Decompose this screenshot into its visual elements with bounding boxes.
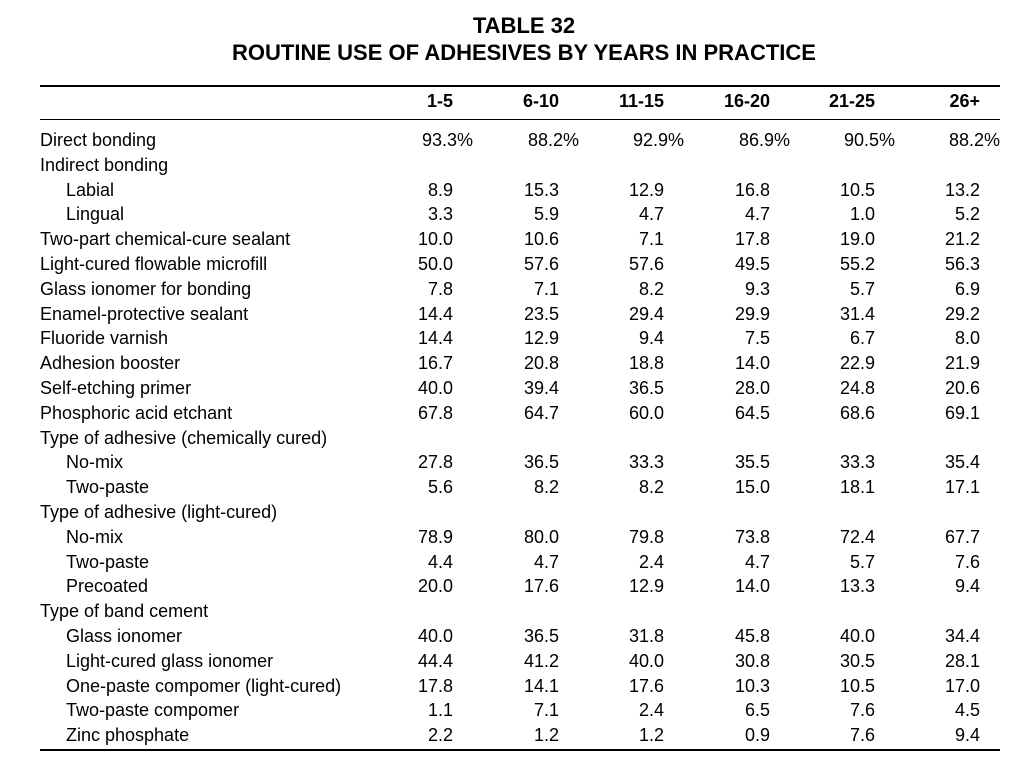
table-cell: 19.0 <box>839 229 875 250</box>
row-label: Phosphoric acid etchant <box>40 402 233 423</box>
table-cell: 1.1 <box>427 700 453 721</box>
table-row <box>0 202 1024 227</box>
table-cell: 50.0 <box>417 253 453 274</box>
table-row <box>0 450 1024 475</box>
table-cell: 55.2 <box>839 253 875 274</box>
row-label: No-mix <box>66 452 123 473</box>
table-cell: 4.7 <box>744 204 770 225</box>
table-cell: 57.6 <box>628 253 664 274</box>
row-label: Direct bonding <box>40 130 157 150</box>
table-cell: 36.5 <box>523 452 559 473</box>
table-cell: 15.0 <box>734 477 770 498</box>
table-row <box>0 227 1024 252</box>
table-cell: 90.5% <box>843 130 895 150</box>
table-cell: 40.0 <box>839 625 875 646</box>
table-row <box>0 550 1024 575</box>
table-cell: 7.6 <box>954 551 980 572</box>
table-cell: 17.8 <box>417 675 453 696</box>
table-cell: 80.0 <box>523 526 559 547</box>
table-cell: 5.9 <box>533 204 559 225</box>
table-cell: 7.6 <box>849 725 875 746</box>
table-cell: 6.7 <box>849 328 875 349</box>
table-cell: 14.0 <box>734 353 770 374</box>
table-row <box>0 674 1024 699</box>
table-cell: 17.0 <box>944 675 980 696</box>
row-label: Labial <box>66 179 115 200</box>
table-cell: 1.2 <box>533 725 559 746</box>
table-cell: 73.8 <box>734 526 770 547</box>
table-cell: 8.2 <box>638 278 664 299</box>
table-cell: 12.9 <box>628 576 664 597</box>
table-cell: 68.6 <box>839 402 875 423</box>
table-cell: 20.0 <box>417 576 453 597</box>
table-cell: 7.1 <box>533 700 559 721</box>
table-cell: 28.0 <box>734 377 770 398</box>
table-cell: 17.8 <box>734 229 770 250</box>
table-cell: 5.7 <box>849 551 875 572</box>
row-label: Two-part chemical-cure sealant <box>40 229 291 250</box>
row-label: Two-paste <box>66 477 150 498</box>
row-label: Lingual <box>66 204 125 225</box>
column-header-row <box>0 91 1024 115</box>
row-label: Zinc phosphate <box>66 725 190 746</box>
row-label: Two-paste <box>66 551 150 572</box>
table-row <box>0 401 1024 426</box>
table-row <box>0 649 1024 674</box>
table-cell: 2.2 <box>427 725 453 746</box>
table-cell: 33.3 <box>628 452 664 473</box>
table-cell: 6.9 <box>954 278 980 299</box>
table-cell: 4.7 <box>744 551 770 572</box>
table-row <box>0 500 1024 525</box>
table-cell: 40.0 <box>628 650 664 671</box>
table-cell: 88.2% <box>527 130 579 150</box>
table-cell: 45.8 <box>734 625 770 646</box>
table-cell: 8.2 <box>533 477 559 498</box>
table-cell: 88.2% <box>948 130 1000 150</box>
table-cell: 13.3 <box>839 576 875 597</box>
table-cell: 30.8 <box>734 650 770 671</box>
table-cell: 28.1 <box>944 650 980 671</box>
table-cell: 22.9 <box>839 353 875 374</box>
table-row <box>0 574 1024 599</box>
table-cell: 8.9 <box>427 179 453 200</box>
table-cell: 9.4 <box>638 328 664 349</box>
table-cell: 33.3 <box>839 452 875 473</box>
table-cell: 17.1 <box>944 477 980 498</box>
table-row <box>0 525 1024 550</box>
row-label: Self-etching primer <box>40 377 192 398</box>
row-label: Light-cured flowable microfill <box>40 253 268 274</box>
table-cell: 13.2 <box>944 179 980 200</box>
table-cell: 20.8 <box>523 353 559 374</box>
table-cell: 17.6 <box>628 675 664 696</box>
table-cell: 64.5 <box>734 402 770 423</box>
table-cell: 27.8 <box>417 452 453 473</box>
table-cell: 7.5 <box>744 328 770 349</box>
table-cell: 18.1 <box>839 477 875 498</box>
table-cell: 21.9 <box>944 353 980 374</box>
table-cell: 2.4 <box>638 700 664 721</box>
table-cell: 6.5 <box>744 700 770 721</box>
table-cell: 5.2 <box>954 204 980 225</box>
table-cell: 1.2 <box>638 725 664 746</box>
table-cell: 14.1 <box>523 675 559 696</box>
table-cell: 15.3 <box>523 179 559 200</box>
table-cell: 20.6 <box>944 377 980 398</box>
row-label: Glass ionomer <box>66 625 183 646</box>
row-label: Fluoride varnish <box>40 328 169 349</box>
table-cell: 10.5 <box>839 179 875 200</box>
table-cell: 14.4 <box>417 328 453 349</box>
table-cell: 10.6 <box>523 229 559 250</box>
row-label: Indirect bonding <box>40 154 169 175</box>
table-cell: 10.0 <box>417 229 453 250</box>
table-cell: 9.4 <box>954 576 980 597</box>
table-cell: 14.4 <box>417 303 453 324</box>
table-cell: 7.1 <box>638 229 664 250</box>
table-cell: 2.4 <box>638 551 664 572</box>
table-cell: 67.8 <box>417 402 453 423</box>
table-cell: 86.9% <box>738 130 790 150</box>
row-label: Enamel-protective sealant <box>40 303 249 324</box>
table-cell: 29.2 <box>944 303 980 324</box>
table-cell: 8.2 <box>638 477 664 498</box>
row-label: No-mix <box>66 526 123 547</box>
table-cell: 12.9 <box>628 179 664 200</box>
column-header-16-20: 16-20 <box>723 91 770 111</box>
table-cell: 69.1 <box>944 402 980 423</box>
table-cell: 92.9% <box>632 130 684 150</box>
table-cell: 9.3 <box>744 278 770 299</box>
column-header-6-10: 6-10 <box>522 91 559 111</box>
row-label: Type of adhesive (light-cured) <box>40 501 278 522</box>
table-cell: 41.2 <box>523 650 559 671</box>
table-body <box>0 128 1024 748</box>
table-row <box>0 624 1024 649</box>
table-cell: 9.4 <box>954 725 980 746</box>
table-cell: 21.2 <box>944 229 980 250</box>
table-cell: 44.4 <box>417 650 453 671</box>
table-cell: 0.9 <box>744 725 770 746</box>
table-row <box>0 475 1024 500</box>
table-cell: 5.7 <box>849 278 875 299</box>
table-cell: 4.4 <box>427 551 453 572</box>
table-cell: 4.7 <box>638 204 664 225</box>
bottom-rule <box>40 749 1000 751</box>
table-cell: 57.6 <box>523 253 559 274</box>
table-cell: 40.0 <box>417 377 453 398</box>
table-cell: 93.3% <box>421 130 473 150</box>
table-cell: 35.5 <box>734 452 770 473</box>
table-cell: 79.8 <box>628 526 664 547</box>
table-cell: 72.4 <box>839 526 875 547</box>
row-label: Adhesion booster <box>40 353 181 374</box>
top-rule <box>40 85 1000 87</box>
row-label: Light-cured glass ionomer <box>66 650 274 671</box>
table-cell: 23.5 <box>523 303 559 324</box>
table-row <box>0 153 1024 178</box>
table-cell: 4.5 <box>954 700 980 721</box>
table-row <box>0 599 1024 624</box>
table-cell: 29.9 <box>734 303 770 324</box>
table-row <box>0 376 1024 401</box>
row-label: One-paste compomer (light-cured) <box>66 675 342 696</box>
table-row <box>0 178 1024 203</box>
table-cell: 16.7 <box>417 353 453 374</box>
column-header-1-5: 1-5 <box>426 91 453 111</box>
row-label: Precoated <box>66 576 149 597</box>
table-cell: 31.8 <box>628 625 664 646</box>
row-label: Type of adhesive (chemically cured) <box>40 427 328 448</box>
table-row <box>0 698 1024 723</box>
row-label: Type of band cement <box>40 601 209 622</box>
table-title <box>0 12 1024 66</box>
table-cell: 40.0 <box>417 625 453 646</box>
table-cell: 35.4 <box>944 452 980 473</box>
table-cell: 12.9 <box>523 328 559 349</box>
table-cell: 7.1 <box>533 278 559 299</box>
table-cell: 29.4 <box>628 303 664 324</box>
table-cell: 10.5 <box>839 675 875 696</box>
table-cell: 1.0 <box>849 204 875 225</box>
table-cell: 78.9 <box>417 526 453 547</box>
table-cell: 18.8 <box>628 353 664 374</box>
table-cell: 5.6 <box>427 477 453 498</box>
table-row <box>0 723 1024 748</box>
table-cell: 39.4 <box>523 377 559 398</box>
table-cell: 49.5 <box>734 253 770 274</box>
table-row <box>0 326 1024 351</box>
table-cell: 56.3 <box>944 253 980 274</box>
table-cell: 14.0 <box>734 576 770 597</box>
table-cell: 8.0 <box>954 328 980 349</box>
row-label: Glass ionomer for bonding <box>40 278 252 299</box>
table-cell: 4.7 <box>533 551 559 572</box>
table-row <box>0 277 1024 302</box>
table-cell: 36.5 <box>523 625 559 646</box>
table-number: TABLE 32 <box>472 13 576 38</box>
table-cell: 36.5 <box>628 377 664 398</box>
table-cell: 24.8 <box>839 377 875 398</box>
table-cell: 3.3 <box>427 204 453 225</box>
table-cell: 7.6 <box>849 700 875 721</box>
table-row <box>0 252 1024 277</box>
table-cell: 64.7 <box>523 402 559 423</box>
table-cell: 67.7 <box>944 526 980 547</box>
table-row <box>0 302 1024 327</box>
table-cell: 16.8 <box>734 179 770 200</box>
table-row <box>0 128 1024 153</box>
table-cell: 60.0 <box>628 402 664 423</box>
table-cell: 31.4 <box>839 303 875 324</box>
table-row <box>0 426 1024 451</box>
column-header-11-15: 11-15 <box>618 91 664 111</box>
column-header-21-25: 21-25 <box>828 91 875 111</box>
table-cell: 10.3 <box>734 675 770 696</box>
table-cell: 34.4 <box>944 625 980 646</box>
table-cell: 30.5 <box>839 650 875 671</box>
column-header-26-plus: 26+ <box>949 91 980 111</box>
header-rule <box>40 119 1000 120</box>
table-caption: ROUTINE USE OF ADHESIVES BY YEARS IN PRACTICE <box>232 40 816 65</box>
table-row <box>0 351 1024 376</box>
table-cell: 17.6 <box>523 576 559 597</box>
row-label: Two-paste compomer <box>66 700 240 721</box>
table-cell: 7.8 <box>427 278 453 299</box>
